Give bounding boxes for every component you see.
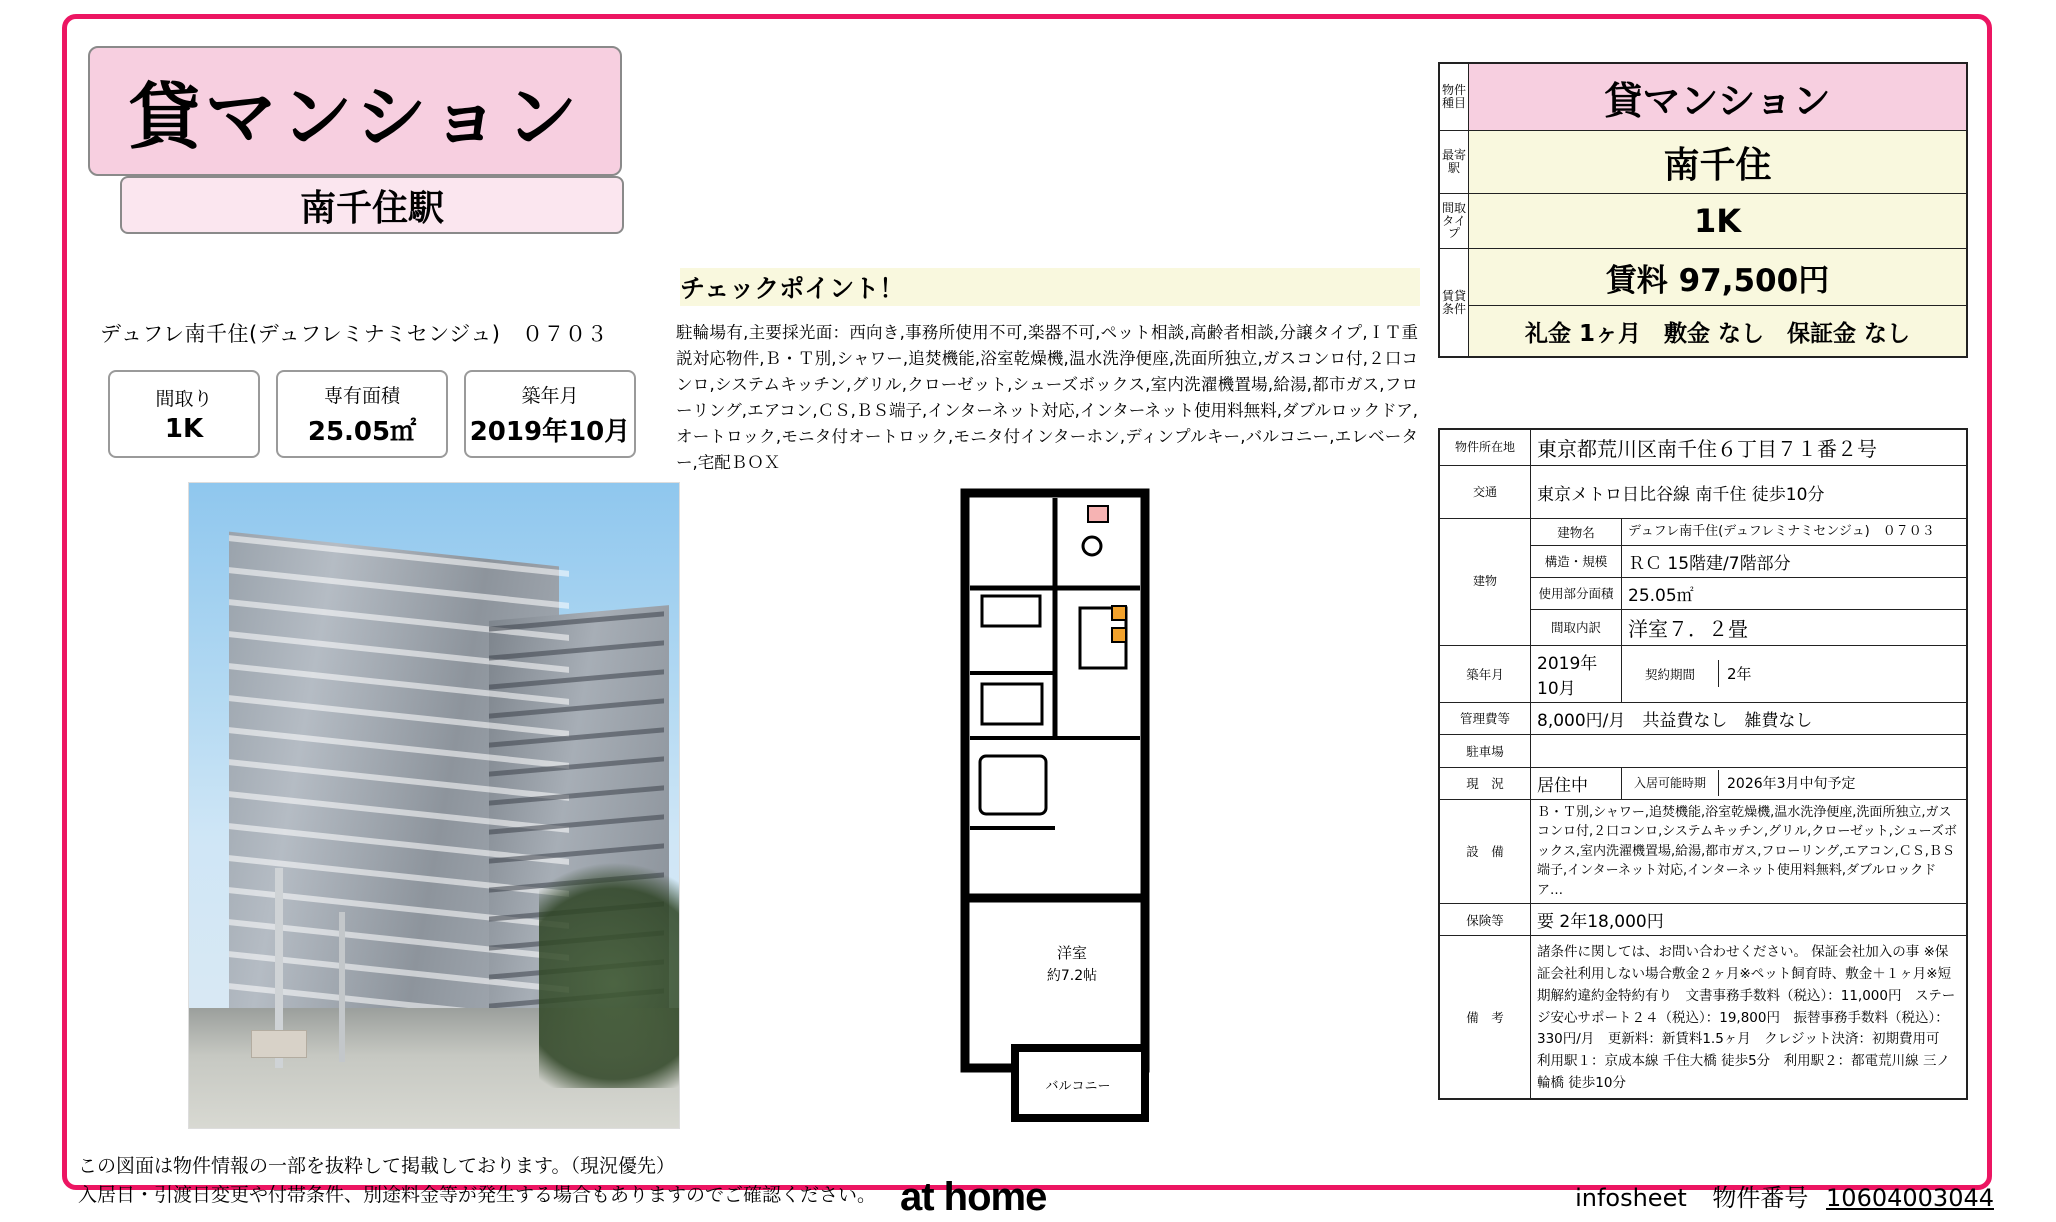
athome-logo: at home: [900, 1175, 1047, 1219]
detail-key-structure: 構造・規模: [1531, 545, 1622, 577]
summary-value-type: 1K: [1469, 194, 1968, 249]
detail-key-insurance: 保険等: [1439, 904, 1531, 936]
checkpoint-title-bar: [680, 268, 1420, 306]
detail-key-fee: 管理費等: [1439, 702, 1531, 734]
detail-value-address: 東京都荒川区南千住６丁目７１番２号: [1531, 429, 1968, 466]
footer-note-line2: 入居日・引渡日変更や付帯条件、別途料金等が発生する場合もありますのでご確認ください。: [78, 1184, 877, 1207]
footer-note-line1: この図面は物件情報の一部を抜粋して掲載しております。（現況優先）: [78, 1155, 675, 1177]
spec-row: [108, 370, 636, 458]
table-row: [1439, 734, 1967, 767]
infosheet-line: [1575, 1178, 1994, 1213]
spec-area: [276, 370, 448, 458]
floor-plan-balcony-label: バルコニー: [1045, 1079, 1111, 1094]
detail-value-area: 25.05㎡: [1622, 577, 1968, 609]
table-row: [1439, 429, 1967, 466]
spec-area-value: 25.05㎡: [307, 416, 417, 447]
detail-value-parking: [1531, 734, 1968, 767]
detail-value-building-name: デュフレ南千住(デュフレミナミセンジュ) ０７０３: [1622, 519, 1968, 546]
detail-key-remarks: 備 考: [1439, 936, 1531, 1100]
station-box: [120, 176, 624, 234]
station-name: 南千住駅: [299, 187, 444, 229]
detail-value-term: 2年: [1727, 665, 1752, 683]
detail-key-parking: 駐車場: [1439, 734, 1531, 767]
table-row: [1439, 904, 1967, 936]
table-row: [1439, 702, 1967, 734]
checkpoint-body: 駐輪場有,主要採光面：西向き,事務所使用不可,楽器不可,ペット相談,高齢者相談,分譲タイプ,ＩＴ重説対応物件,Ｂ・Ｔ別,シャワー,追焚機能,浴室乾燥機,温水洗浄便座,洗面所独立,ガスコンロ付,２口コンロ,システムキッチン,グリル,クローゼット,シューズボックス,室内洗濯機置場,給湯,都市ガス,フローリング,エアコン,ＣＳ,ＢＳ端子,インターネット対応,インターネット使用料無料,ダブルロックドア,オートロック,モニタ付オートロック,モニタ付インターホン,ディンプルキー,バルコニー,エレベーター,宅配ＢＯＸ: [676, 323, 1418, 473]
detail-head-address: 物件所在地: [1439, 429, 1531, 466]
table-row: [1439, 936, 1967, 1100]
table-row: [1439, 767, 1967, 799]
spec-built-value: 2019年10月: [469, 416, 631, 447]
detail-table: [1438, 428, 1968, 1100]
detail-value-equipment: Ｂ・Ｔ別,シャワー,追焚機能,浴室乾燥機,温水洗浄便座,洗面所独立,ガスコンロ付,２口コンロ,システムキッチン,グリル,クローゼット,シューズボックス,室内洗濯機置場,給湯,都市ガス,フローリング,エアコン,ＣＳ,ＢＳ端子,インターネット対応,インターネット使用料無料,ダブルロックドア…: [1531, 799, 1968, 904]
summary-head-category: 物件種目: [1439, 63, 1469, 131]
summary-head-conditions: 賃貸条件: [1439, 249, 1469, 358]
table-row: [1439, 131, 1967, 194]
table-row: [1439, 519, 1967, 546]
photo-signboard: [251, 1030, 307, 1058]
footer-note: [78, 1152, 978, 1211]
detail-head-building: 建物: [1439, 519, 1531, 646]
detail-key-status: 現 況: [1439, 767, 1531, 799]
detail-value-movein: 2026年3月中旬予定: [1727, 776, 1856, 792]
spec-layout-value: 1K: [164, 414, 204, 444]
detail-key-area: 使用部分面積: [1531, 577, 1622, 609]
summary-head-station: 最寄駅: [1439, 131, 1469, 194]
floor-plan-room-size: 約7.2帖: [1046, 968, 1098, 984]
table-row: [1439, 799, 1967, 904]
detail-value-remarks: 諸条件に関しては、お問い合わせください。 保証会社加入の事 ※保証会社利用しない場合敷金２ヶ月※ペット飼育時、敷金＋１ヶ月※短期解約違約金特約有り 文書事務手数料（税込）：11,000円 ステージ安心サポート２４（税込）：19,800円 振替事務手数料（税込）：330円/月 更新料：新賃料1.5ヶ月 クレジット決済：初期費用可 利用駅１：京成本線 千住大橋 徒歩5分 利用駅２：都電荒川線 三ノ輪橋 徒歩10分: [1531, 936, 1968, 1100]
table-row: [1439, 466, 1967, 519]
property-photo: [188, 482, 680, 1129]
detail-value-status: 居住中: [1531, 767, 1622, 799]
category-title: 貸マンション: [128, 75, 582, 159]
detail-key-building-name: 建物名: [1531, 519, 1622, 546]
summary-value-rent: 賃料 97,500円: [1469, 249, 1968, 306]
floor-plan-svg: [960, 488, 1190, 1128]
checkpoint-title: チェックポイント！: [680, 274, 905, 303]
infosheet-label: infosheet: [1575, 1184, 1687, 1212]
spec-area-label: 専有面積: [323, 384, 400, 407]
table-row: [1439, 194, 1967, 249]
detail-value-structure: ＲＣ 15階建/7階部分: [1622, 545, 1968, 577]
detail-key-movein: 入居可能時期: [1622, 770, 1719, 796]
table-row: [1439, 63, 1967, 131]
detail-key-year: 築年月: [1439, 645, 1531, 702]
floor-plan-room-label: 洋室: [1056, 944, 1088, 962]
detail-value-access: 東京メトロ日比谷線 南千住 徒歩10分: [1531, 466, 1968, 519]
table-row: [1439, 249, 1967, 306]
table-row: [1439, 306, 1967, 358]
detail-key-rooms: 間取内訳: [1531, 609, 1622, 645]
summary-value-category: 貸マンション: [1469, 63, 1968, 131]
detail-value-fee: 8,000円/月 共益費なし 雑費なし: [1531, 702, 1968, 734]
detail-value-rooms: 洋室７．２畳: [1622, 609, 1968, 645]
summary-table: [1438, 62, 1968, 358]
property-no-label: 物件番号: [1712, 1184, 1809, 1212]
property-no-value: 10604003044: [1826, 1184, 1994, 1212]
detail-key-term: 契約期間: [1622, 660, 1719, 687]
detail-value-year: 2019年10月: [1531, 645, 1622, 702]
table-row: [1439, 645, 1967, 702]
spec-layout: [108, 370, 260, 458]
spec-built: [464, 370, 636, 458]
building-name: デュフレ南千住(デュフレミナミセンジュ) ０７０３: [100, 322, 608, 346]
detail-head-access: 交通: [1439, 466, 1531, 519]
category-title-box: [88, 46, 622, 176]
photo-tree: [539, 828, 680, 1088]
summary-value-station: 南千住: [1469, 131, 1968, 194]
photo-pole-secondary: [339, 912, 345, 1062]
summary-head-type: 間取タイプ: [1439, 194, 1469, 249]
spec-layout-label: 間取り: [155, 388, 213, 410]
detail-value-insurance: 要 2年18,000円: [1531, 904, 1968, 936]
summary-value-deposit: 礼金 1ヶ月 敷金 なし 保証金 なし: [1469, 306, 1968, 358]
floor-plan: [960, 488, 1190, 1128]
spec-built-label: 築年月: [521, 384, 579, 407]
detail-key-equipment: 設 備: [1439, 799, 1531, 904]
